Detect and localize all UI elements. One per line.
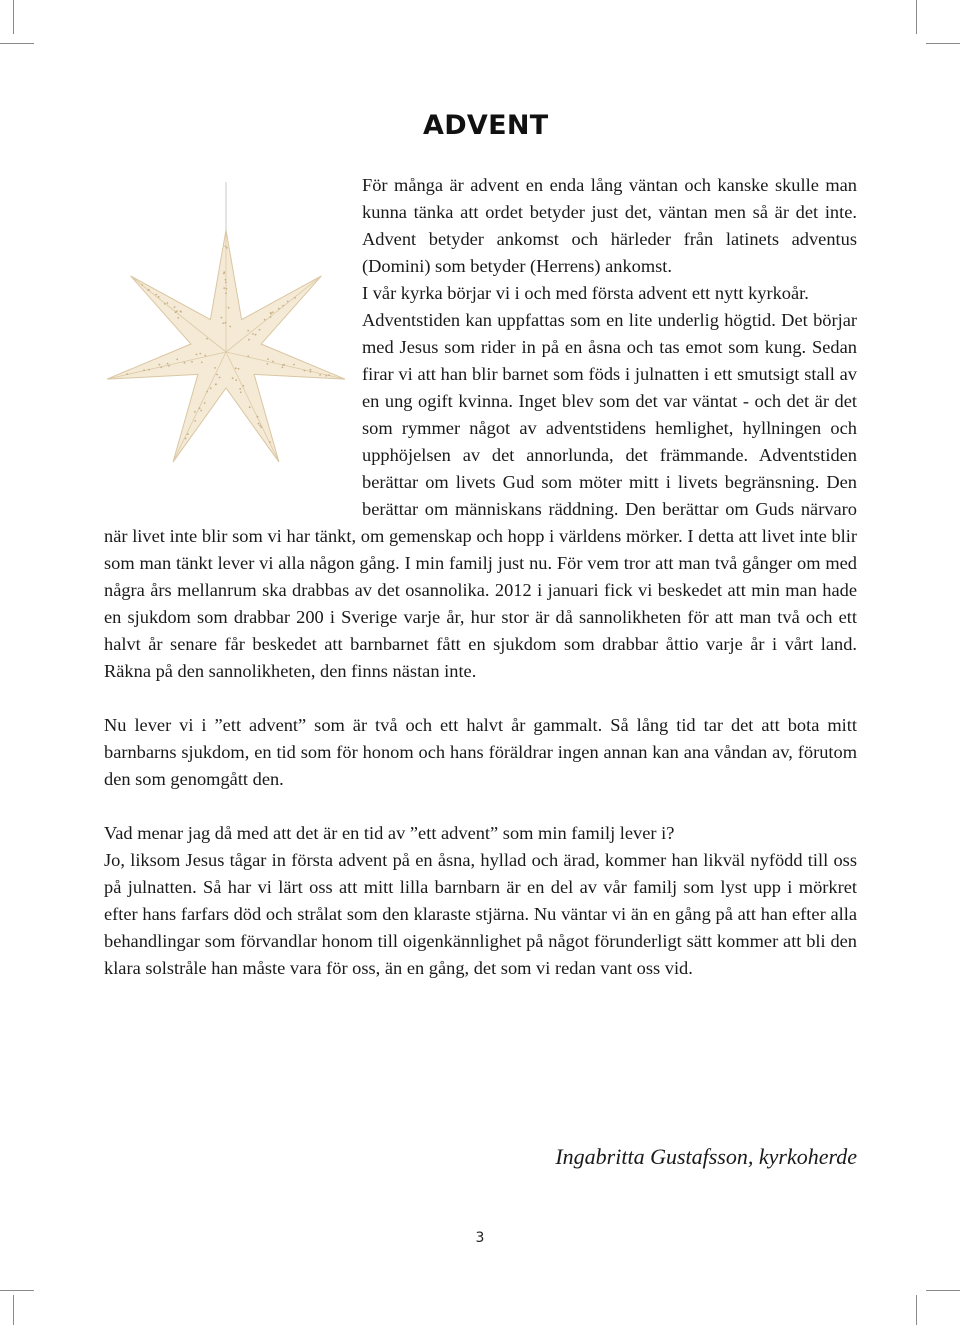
- page-title: ADVENT: [423, 110, 549, 141]
- paragraph-intro-1: För många är advent en enda lång väntan och kanske skulle man kunna tänka att ordet betyder just det, väntan men så är det inte. Advent betyder ankomst och härleder från latinets adventus (Domini) som betyder (Herrens) ankomst.: [362, 175, 857, 276]
- paragraph-2: Nu lever vi i ”ett advent” som är två och ett halvt år gammalt. Så lång tid tar det att bota mitt barnbarns sjukdom, en tid som för honom och hans föräldrar ingen annan kan ana våndan av, förutom den som genomgått den.: [104, 715, 857, 789]
- article-body: [104, 172, 857, 982]
- paragraph-intro-2: I vår kyrka börjar vi i och med första advent ett nytt kyrkoår.: [362, 283, 809, 303]
- page-number: 3: [475, 1230, 485, 1246]
- crop-mark-bottom-right-h: [926, 1290, 960, 1291]
- crop-mark-top-right-h: [926, 43, 960, 44]
- crop-mark-top-right-v: [916, 0, 917, 34]
- crop-mark-bottom-left-v: [13, 1295, 14, 1325]
- image-float-spacer: [104, 172, 362, 523]
- crop-mark-top-left-h: [0, 43, 34, 44]
- paragraph-3-answer: Jo, liksom Jesus tågar in första advent på en åsna, hyllad och ärad, kommer han likväl nyfödd till oss på julnatten. Så har vi lärt oss att mitt lilla barnbarn är en del av vår familj som lyst upp i mörkret efter hans farfars död och strålat som den klaraste stjärna. Nu väntar vi än en gång på att han efter alla behandlingar som förvandlar honom till oigenkännlighet på något förunderligt sätt kommer att bli den klara solstråle han måste vara för oss, än en gång, det som vi redan vant oss vid.: [104, 850, 857, 978]
- signature: Ingabritta Gustafsson, kyrkoherde: [555, 1144, 857, 1169]
- crop-mark-top-left-v: [13, 0, 14, 34]
- paragraph-intro-3: Adventstiden kan uppfattas som en lite underlig högtid. Det börjar med Jesus som rider in på en åsna och tas emot som kung. Sedan firar vi att han blir barnet som föds i julnatten i ett smutsigt stall av en ung ogift kvinna. Inget blev som det var väntat - och det är det som rymmer något av adventstidens hemlighet, hyllningen och upphöjelsen av det annorlunda, det främmande. Adventstiden berättar om livets Gud som möter mitt i livets begränsning. Den berättar om människans räddning. Den berättar om Guds närvaro när livet inte blir som vi har tänkt, om gemenskap och hopp i världens mörker. I detta att livet inte blir som man tänkt lever vi alla någon gång. I min familj just nu. För vem tror att man två gånger om med några års mellanrum ska drabbas av det osannolika. 2012 i januari fick vi beskedet att min man hade en sjukdom som drabbar 200 i Sverige varje år, hur stor är då sannolikheten för att man två och ett halvt år senare får beskedet att barnbarnet fått en sjukdom som drabbar åttio varje år i vårt land. Räkna på den sannolikheten, den finns nästan inte.: [104, 310, 857, 681]
- paragraph-3-question: Vad menar jag då med att det är en tid av ”ett advent” som min familj lever i?: [104, 823, 675, 843]
- crop-mark-bottom-right-v: [916, 1295, 917, 1325]
- crop-mark-bottom-left-h: [0, 1290, 34, 1291]
